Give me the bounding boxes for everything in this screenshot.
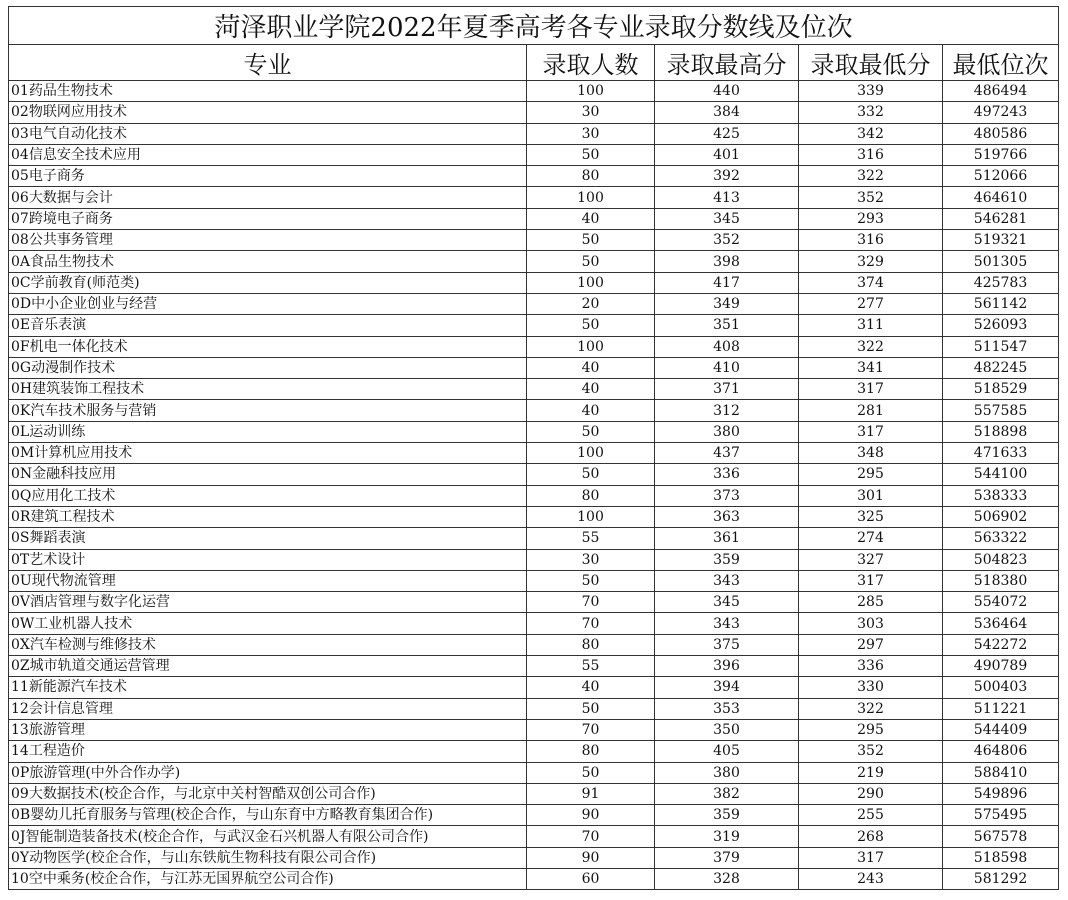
count-cell: 30 [527, 102, 655, 123]
min-score-cell: 352 [799, 187, 943, 208]
max-score-cell: 392 [655, 166, 799, 187]
major-cell: 0V酒店管理与数字化运营 [9, 592, 527, 613]
table-row [9, 208, 1059, 229]
min-rank-cell: 506902 [943, 506, 1059, 527]
count-cell: 50 [527, 230, 655, 251]
min-rank-cell: 575495 [943, 805, 1059, 826]
major-cell: 0X汽车检测与维修技术 [9, 634, 527, 655]
table-row [9, 868, 1059, 889]
min-rank-cell: 519321 [943, 230, 1059, 251]
min-score-cell: 327 [799, 549, 943, 570]
major-cell: 0B婴幼儿托育服务与管理(校企合作，与山东育中方略教育集团合作) [9, 805, 527, 826]
min-score-cell: 219 [799, 762, 943, 783]
max-score-cell: 440 [655, 81, 799, 102]
count-cell: 55 [527, 656, 655, 677]
table-row [9, 379, 1059, 400]
max-score-cell: 398 [655, 251, 799, 272]
count-cell: 100 [527, 443, 655, 464]
max-score-cell: 380 [655, 421, 799, 442]
major-cell: 14工程造价 [9, 741, 527, 762]
min-score-cell: 268 [799, 826, 943, 847]
max-score-cell: 405 [655, 741, 799, 762]
major-cell: 0U现代物流管理 [9, 570, 527, 591]
max-score-cell: 437 [655, 443, 799, 464]
major-cell: 0K汽车技术服务与营销 [9, 400, 527, 421]
table-row [9, 634, 1059, 655]
major-cell: 0J智能制造装备技术(校企合作，与武汉金石兴机器人有限公司合作) [9, 826, 527, 847]
table-row [9, 293, 1059, 314]
table-row [9, 272, 1059, 293]
min-score-cell: 243 [799, 868, 943, 889]
count-cell: 20 [527, 293, 655, 314]
major-cell: 0Q应用化工技术 [9, 485, 527, 506]
min-rank-cell: 544409 [943, 719, 1059, 740]
count-cell: 50 [527, 698, 655, 719]
table-body [9, 81, 1059, 890]
table-row [9, 187, 1059, 208]
major-cell: 0P旅游管理(中外合作办学) [9, 762, 527, 783]
header-major: 专业 [9, 45, 527, 81]
table-row [9, 485, 1059, 506]
table-row [9, 230, 1059, 251]
min-score-cell: 277 [799, 293, 943, 314]
min-score-cell: 311 [799, 315, 943, 336]
major-cell: 03电气自动化技术 [9, 123, 527, 144]
max-score-cell: 349 [655, 293, 799, 314]
min-score-cell: 348 [799, 443, 943, 464]
min-score-cell: 285 [799, 592, 943, 613]
count-cell: 100 [527, 336, 655, 357]
max-score-cell: 328 [655, 868, 799, 889]
count-cell: 50 [527, 315, 655, 336]
count-cell: 40 [527, 208, 655, 229]
min-score-cell: 342 [799, 123, 943, 144]
table-row [9, 741, 1059, 762]
major-cell: 06大数据与会计 [9, 187, 527, 208]
count-cell: 100 [527, 81, 655, 102]
max-score-cell: 417 [655, 272, 799, 293]
major-cell: 0D中小企业创业与经营 [9, 293, 527, 314]
table-header-row [9, 45, 1059, 81]
min-rank-cell: 480586 [943, 123, 1059, 144]
count-cell: 80 [527, 634, 655, 655]
min-score-cell: 295 [799, 464, 943, 485]
max-score-cell: 384 [655, 102, 799, 123]
min-rank-cell: 549896 [943, 783, 1059, 804]
count-cell: 100 [527, 506, 655, 527]
min-score-cell: 281 [799, 400, 943, 421]
min-rank-cell: 581292 [943, 868, 1059, 889]
major-cell: 0Y动物医学(校企合作，与山东铁航生物科技有限公司合作) [9, 847, 527, 868]
min-score-cell: 332 [799, 102, 943, 123]
count-cell: 55 [527, 528, 655, 549]
min-score-cell: 255 [799, 805, 943, 826]
max-score-cell: 336 [655, 464, 799, 485]
min-rank-cell: 511547 [943, 336, 1059, 357]
max-score-cell: 345 [655, 208, 799, 229]
min-rank-cell: 512066 [943, 166, 1059, 187]
min-score-cell: 316 [799, 230, 943, 251]
count-cell: 50 [527, 464, 655, 485]
count-cell: 40 [527, 379, 655, 400]
header-min-score: 录取最低分 [799, 45, 943, 81]
max-score-cell: 425 [655, 123, 799, 144]
count-cell: 60 [527, 868, 655, 889]
count-cell: 80 [527, 741, 655, 762]
max-score-cell: 380 [655, 762, 799, 783]
max-score-cell: 363 [655, 506, 799, 527]
count-cell: 30 [527, 123, 655, 144]
count-cell: 80 [527, 166, 655, 187]
min-rank-cell: 464610 [943, 187, 1059, 208]
max-score-cell: 352 [655, 230, 799, 251]
major-cell: 09大数据技术(校企合作，与北京中关村智酷双创公司合作) [9, 783, 527, 804]
min-score-cell: 303 [799, 613, 943, 634]
table-row [9, 677, 1059, 698]
min-rank-cell: 519766 [943, 144, 1059, 165]
table-row [9, 464, 1059, 485]
table-row [9, 762, 1059, 783]
count-cell: 90 [527, 805, 655, 826]
max-score-cell: 379 [655, 847, 799, 868]
major-cell: 13旅游管理 [9, 719, 527, 740]
count-cell: 50 [527, 421, 655, 442]
max-score-cell: 312 [655, 400, 799, 421]
max-score-cell: 361 [655, 528, 799, 549]
min-score-cell: 374 [799, 272, 943, 293]
min-rank-cell: 542272 [943, 634, 1059, 655]
max-score-cell: 382 [655, 783, 799, 804]
min-score-cell: 352 [799, 741, 943, 762]
max-score-cell: 410 [655, 357, 799, 378]
count-cell: 100 [527, 272, 655, 293]
min-score-cell: 290 [799, 783, 943, 804]
table-row [9, 421, 1059, 442]
min-rank-cell: 518529 [943, 379, 1059, 400]
table-row [9, 783, 1059, 804]
min-rank-cell: 497243 [943, 102, 1059, 123]
min-score-cell: 297 [799, 634, 943, 655]
min-rank-cell: 504823 [943, 549, 1059, 570]
table-row [9, 613, 1059, 634]
min-rank-cell: 588410 [943, 762, 1059, 783]
table-row [9, 549, 1059, 570]
min-score-cell: 301 [799, 485, 943, 506]
major-cell: 0E音乐表演 [9, 315, 527, 336]
major-cell: 02物联网应用技术 [9, 102, 527, 123]
min-rank-cell: 518898 [943, 421, 1059, 442]
min-rank-cell: 464806 [943, 741, 1059, 762]
max-score-cell: 373 [655, 485, 799, 506]
table-row [9, 102, 1059, 123]
count-cell: 70 [527, 826, 655, 847]
count-cell: 40 [527, 357, 655, 378]
table-row [9, 443, 1059, 464]
min-rank-cell: 557585 [943, 400, 1059, 421]
major-cell: 0F机电一体化技术 [9, 336, 527, 357]
min-rank-cell: 544100 [943, 464, 1059, 485]
header-count: 录取人数 [527, 45, 655, 81]
min-score-cell: 317 [799, 570, 943, 591]
count-cell: 90 [527, 847, 655, 868]
major-cell: 0W工业机器人技术 [9, 613, 527, 634]
major-cell: 10空中乘务(校企合作，与江苏无国界航空公司合作) [9, 868, 527, 889]
min-rank-cell: 425783 [943, 272, 1059, 293]
max-score-cell: 408 [655, 336, 799, 357]
major-cell: 0G动漫制作技术 [9, 357, 527, 378]
max-score-cell: 343 [655, 613, 799, 634]
major-cell: 0T艺术设计 [9, 549, 527, 570]
min-rank-cell: 518598 [943, 847, 1059, 868]
count-cell: 70 [527, 592, 655, 613]
max-score-cell: 351 [655, 315, 799, 336]
header-min-rank: 最低位次 [943, 45, 1059, 81]
major-cell: 0M计算机应用技术 [9, 443, 527, 464]
min-score-cell: 316 [799, 144, 943, 165]
max-score-cell: 353 [655, 698, 799, 719]
min-rank-cell: 500403 [943, 677, 1059, 698]
table-row [9, 144, 1059, 165]
min-rank-cell: 482245 [943, 357, 1059, 378]
count-cell: 70 [527, 613, 655, 634]
major-cell: 0C学前教育(师范类) [9, 272, 527, 293]
major-cell: 11新能源汽车技术 [9, 677, 527, 698]
min-score-cell: 325 [799, 506, 943, 527]
min-score-cell: 322 [799, 698, 943, 719]
max-score-cell: 375 [655, 634, 799, 655]
table-row [9, 81, 1059, 102]
major-cell: 08公共事务管理 [9, 230, 527, 251]
max-score-cell: 359 [655, 805, 799, 826]
min-score-cell: 274 [799, 528, 943, 549]
min-score-cell: 322 [799, 166, 943, 187]
min-rank-cell: 486494 [943, 81, 1059, 102]
table-row [9, 826, 1059, 847]
table-row [9, 698, 1059, 719]
table-row [9, 357, 1059, 378]
max-score-cell: 350 [655, 719, 799, 740]
min-rank-cell: 561142 [943, 293, 1059, 314]
min-score-cell: 317 [799, 421, 943, 442]
table-row [9, 506, 1059, 527]
count-cell: 80 [527, 485, 655, 506]
min-rank-cell: 538333 [943, 485, 1059, 506]
min-rank-cell: 526093 [943, 315, 1059, 336]
table-row [9, 528, 1059, 549]
table-row [9, 400, 1059, 421]
table-row [9, 847, 1059, 868]
min-rank-cell: 501305 [943, 251, 1059, 272]
table-title-row [9, 7, 1059, 45]
min-rank-cell: 554072 [943, 592, 1059, 613]
count-cell: 100 [527, 187, 655, 208]
table-row [9, 123, 1059, 144]
min-score-cell: 330 [799, 677, 943, 698]
major-cell: 0L运动训练 [9, 421, 527, 442]
max-score-cell: 359 [655, 549, 799, 570]
header-max-score: 录取最高分 [655, 45, 799, 81]
min-rank-cell: 518380 [943, 570, 1059, 591]
table-row [9, 719, 1059, 740]
max-score-cell: 413 [655, 187, 799, 208]
table-row [9, 805, 1059, 826]
table-row [9, 656, 1059, 677]
min-rank-cell: 563322 [943, 528, 1059, 549]
major-cell: 0S舞蹈表演 [9, 528, 527, 549]
min-score-cell: 322 [799, 336, 943, 357]
major-cell: 0H建筑装饰工程技术 [9, 379, 527, 400]
min-score-cell: 295 [799, 719, 943, 740]
min-rank-cell: 546281 [943, 208, 1059, 229]
major-cell: 0R建筑工程技术 [9, 506, 527, 527]
max-score-cell: 394 [655, 677, 799, 698]
min-rank-cell: 471633 [943, 443, 1059, 464]
count-cell: 30 [527, 549, 655, 570]
count-cell: 50 [527, 144, 655, 165]
min-rank-cell: 490789 [943, 656, 1059, 677]
count-cell: 40 [527, 677, 655, 698]
count-cell: 50 [527, 251, 655, 272]
major-cell: 12会计信息管理 [9, 698, 527, 719]
count-cell: 50 [527, 570, 655, 591]
major-cell: 0Z城市轨道交通运营管理 [9, 656, 527, 677]
table-row [9, 570, 1059, 591]
count-cell: 50 [527, 762, 655, 783]
major-cell: 0N金融科技应用 [9, 464, 527, 485]
major-cell: 01药品生物技术 [9, 81, 527, 102]
major-cell: 05电子商务 [9, 166, 527, 187]
min-score-cell: 329 [799, 251, 943, 272]
min-rank-cell: 567578 [943, 826, 1059, 847]
admission-score-table [8, 6, 1059, 890]
count-cell: 91 [527, 783, 655, 804]
major-cell: 0A食品生物技术 [9, 251, 527, 272]
min-score-cell: 293 [799, 208, 943, 229]
table-title: 菏泽职业学院2022年夏季高考各专业录取分数线及位次 [9, 7, 1059, 45]
max-score-cell: 319 [655, 826, 799, 847]
max-score-cell: 396 [655, 656, 799, 677]
table-row [9, 166, 1059, 187]
major-cell: 07跨境电子商务 [9, 208, 527, 229]
table-row [9, 251, 1059, 272]
min-score-cell: 339 [799, 81, 943, 102]
table-row [9, 336, 1059, 357]
min-score-cell: 336 [799, 656, 943, 677]
min-score-cell: 317 [799, 379, 943, 400]
table-row [9, 592, 1059, 613]
min-rank-cell: 536464 [943, 613, 1059, 634]
major-cell: 04信息安全技术应用 [9, 144, 527, 165]
min-score-cell: 317 [799, 847, 943, 868]
table-row [9, 315, 1059, 336]
count-cell: 40 [527, 400, 655, 421]
max-score-cell: 345 [655, 592, 799, 613]
max-score-cell: 343 [655, 570, 799, 591]
count-cell: 70 [527, 719, 655, 740]
min-rank-cell: 511221 [943, 698, 1059, 719]
max-score-cell: 371 [655, 379, 799, 400]
max-score-cell: 401 [655, 144, 799, 165]
min-score-cell: 341 [799, 357, 943, 378]
